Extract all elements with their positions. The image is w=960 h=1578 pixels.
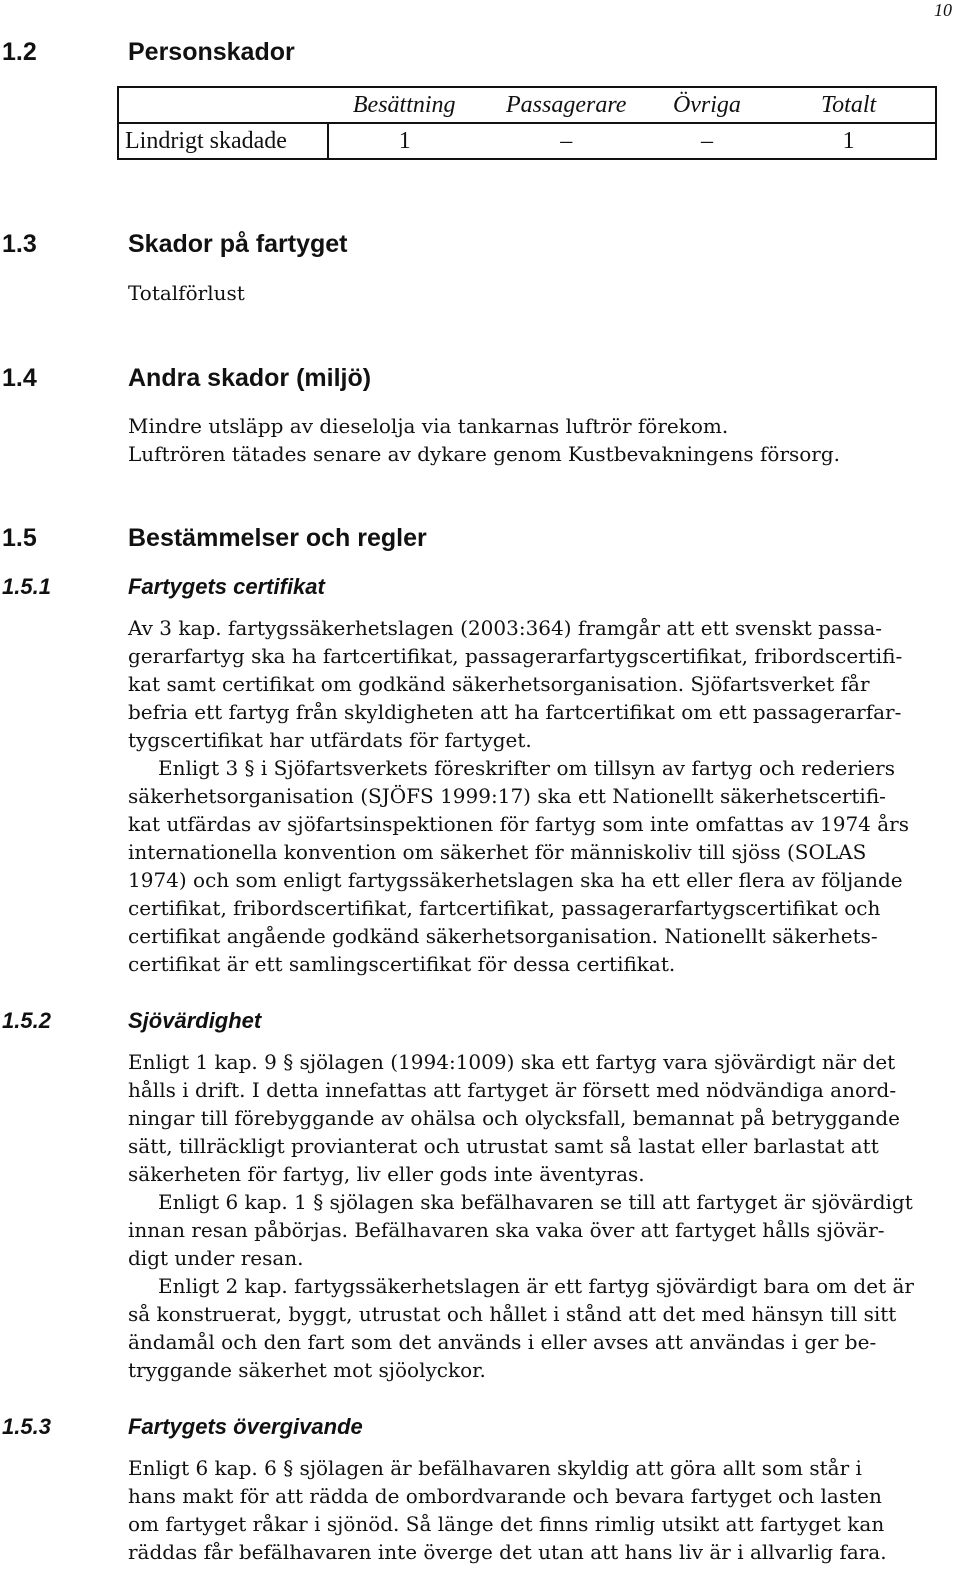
- section-title: Skador på fartyget: [128, 230, 348, 258]
- section-title: Fartygets certifikat: [128, 574, 325, 599]
- paragraph-1-5-2-c: Enligt 2 kap. fartygssäkerhetslagen är ett fartyg sjövärdigt bara om det är så konstruerat, byggt, utrustat och hållet i stånd att det med hänsyn till sitt ändamål och den fart som det används i eller avses att användas i ger be- tryggande säkerhet mot sjöolyckor.: [128, 1274, 914, 1382]
- heading-1-5-3: [2, 1414, 363, 1440]
- section-number: 1.3: [2, 230, 37, 258]
- section-title: Personskador: [128, 38, 295, 66]
- section-number: 1.2: [2, 38, 37, 66]
- paragraph-1-5-1-b: Enligt 3 § i Sjöfartsverkets föreskrifter om tillsyn av fartyg och rederiers säkerhetsorganisation (SJÖFS 1999:17) ska ett Nationellt säkerhetscertifi- kat utfärdas av sjöfartsinspektionen för fartyg som inte omfattas av 1974 års internationella konvention om säkerhet för människoliv till sjöss (SOLAS 1974) och som enligt fartygssäkerhetslagen ska ha ett eller flera av följande certifikat, fribordscertifikat, fartcertifikat, passagerarfartygscertifikat och certifikat angående godkänd säkerhetsorganisation. Nationellt säkerhets- certifikat är ett samlingscertifikat för dessa certifikat.: [128, 756, 910, 976]
- table-cell-crew: 1: [328, 123, 481, 159]
- page-number: 10: [934, 0, 952, 20]
- table-row: [118, 123, 936, 159]
- table-row-label: Lindrigt skadade: [118, 123, 328, 159]
- heading-1-5-2: [2, 1008, 261, 1034]
- section-title: Andra skador (miljö): [128, 364, 372, 392]
- paragraph-1-5-3-a: Enligt 6 kap. 6 § sjölagen är befälhavaren skyldig att göra allt som står i hans makt för att rädda de ombordvarande och bevara fartyget och lasten om fartyget råkar i sjönöd. Så länge det finns rimlig utsikt att fartyget kan räddas får befälhavaren inte överge det utan att hans liv är i allvarlig fara.: [128, 1456, 887, 1564]
- section-title: Bestämmelser och regler: [128, 524, 427, 552]
- table-cell-others: –: [652, 123, 762, 159]
- heading-1-3: [2, 230, 348, 259]
- table-header-others: Övriga: [652, 87, 762, 123]
- heading-1-2: [2, 38, 295, 67]
- table-header-passengers: Passagerare: [481, 87, 652, 123]
- section-number: 1.5.3: [2, 1414, 51, 1439]
- table-header-crew: Besättning: [328, 87, 481, 123]
- paragraph-1-5-2-a: Enligt 1 kap. 9 § sjölagen (1994:1009) ska ett fartyg vara sjövärdigt när det hålls i drift. I detta innefattas att fartyget är försett med nödvändiga anord- ningar till förebyggande av ohälsa och olycksfall, bemannat på betryggande sätt, tillräckligt provianterat och utrustat samt så lastat eller barlastat att säkerheten för fartyg, liv eller gods inte äventyras.: [128, 1050, 901, 1186]
- table-header-empty: [118, 87, 328, 123]
- section-title: Sjövärdighet: [128, 1008, 262, 1033]
- section-number: 1.5: [2, 524, 37, 552]
- heading-1-4: [2, 364, 371, 393]
- section-number: 1.4: [2, 364, 37, 392]
- table-header-row: [118, 87, 936, 123]
- section-number: 1.5.1: [2, 574, 51, 599]
- paragraph-1-5-1-a: Av 3 kap. fartygssäkerhetslagen (2003:364) framgår att ett svenskt passa- gerarfartyg ska ha fartcertifikat, passagerarfartygscertifikat, fribordscertifi- kat samt certifikat om godkänd säkerhetsorganisation. Sjöfartsverket får befria ett fartyg från skyldigheten att ha fartcertifikat om ett passagerarfar- tygscertifikat har utfärdats för fartyget.: [128, 616, 903, 752]
- heading-1-5-1: [2, 574, 325, 600]
- section-number: 1.5.2: [2, 1008, 51, 1033]
- injury-table: [117, 86, 937, 160]
- heading-1-5: [2, 524, 427, 553]
- table-header-total: Totalt: [762, 87, 936, 123]
- table-cell-total: 1: [762, 123, 936, 159]
- section-title: Fartygets övergivande: [128, 1414, 363, 1439]
- paragraph-1-5-2-b: Enligt 6 kap. 1 § sjölagen ska befälhavaren se till att fartyget är sjövärdigt innan resan påbörjas. Befälhavaren ska vaka över att fartyget hålls sjövär- digt under resan.: [128, 1190, 913, 1270]
- paragraph-1-4: Mindre utsläpp av dieselolja via tankarnas luftrör förekom. Luftrören tätades senare av dykare genom Kustbevakningens försorg.: [128, 414, 841, 466]
- table-cell-passengers: –: [481, 123, 652, 159]
- paragraph-1-3: Totalförlust: [128, 281, 245, 305]
